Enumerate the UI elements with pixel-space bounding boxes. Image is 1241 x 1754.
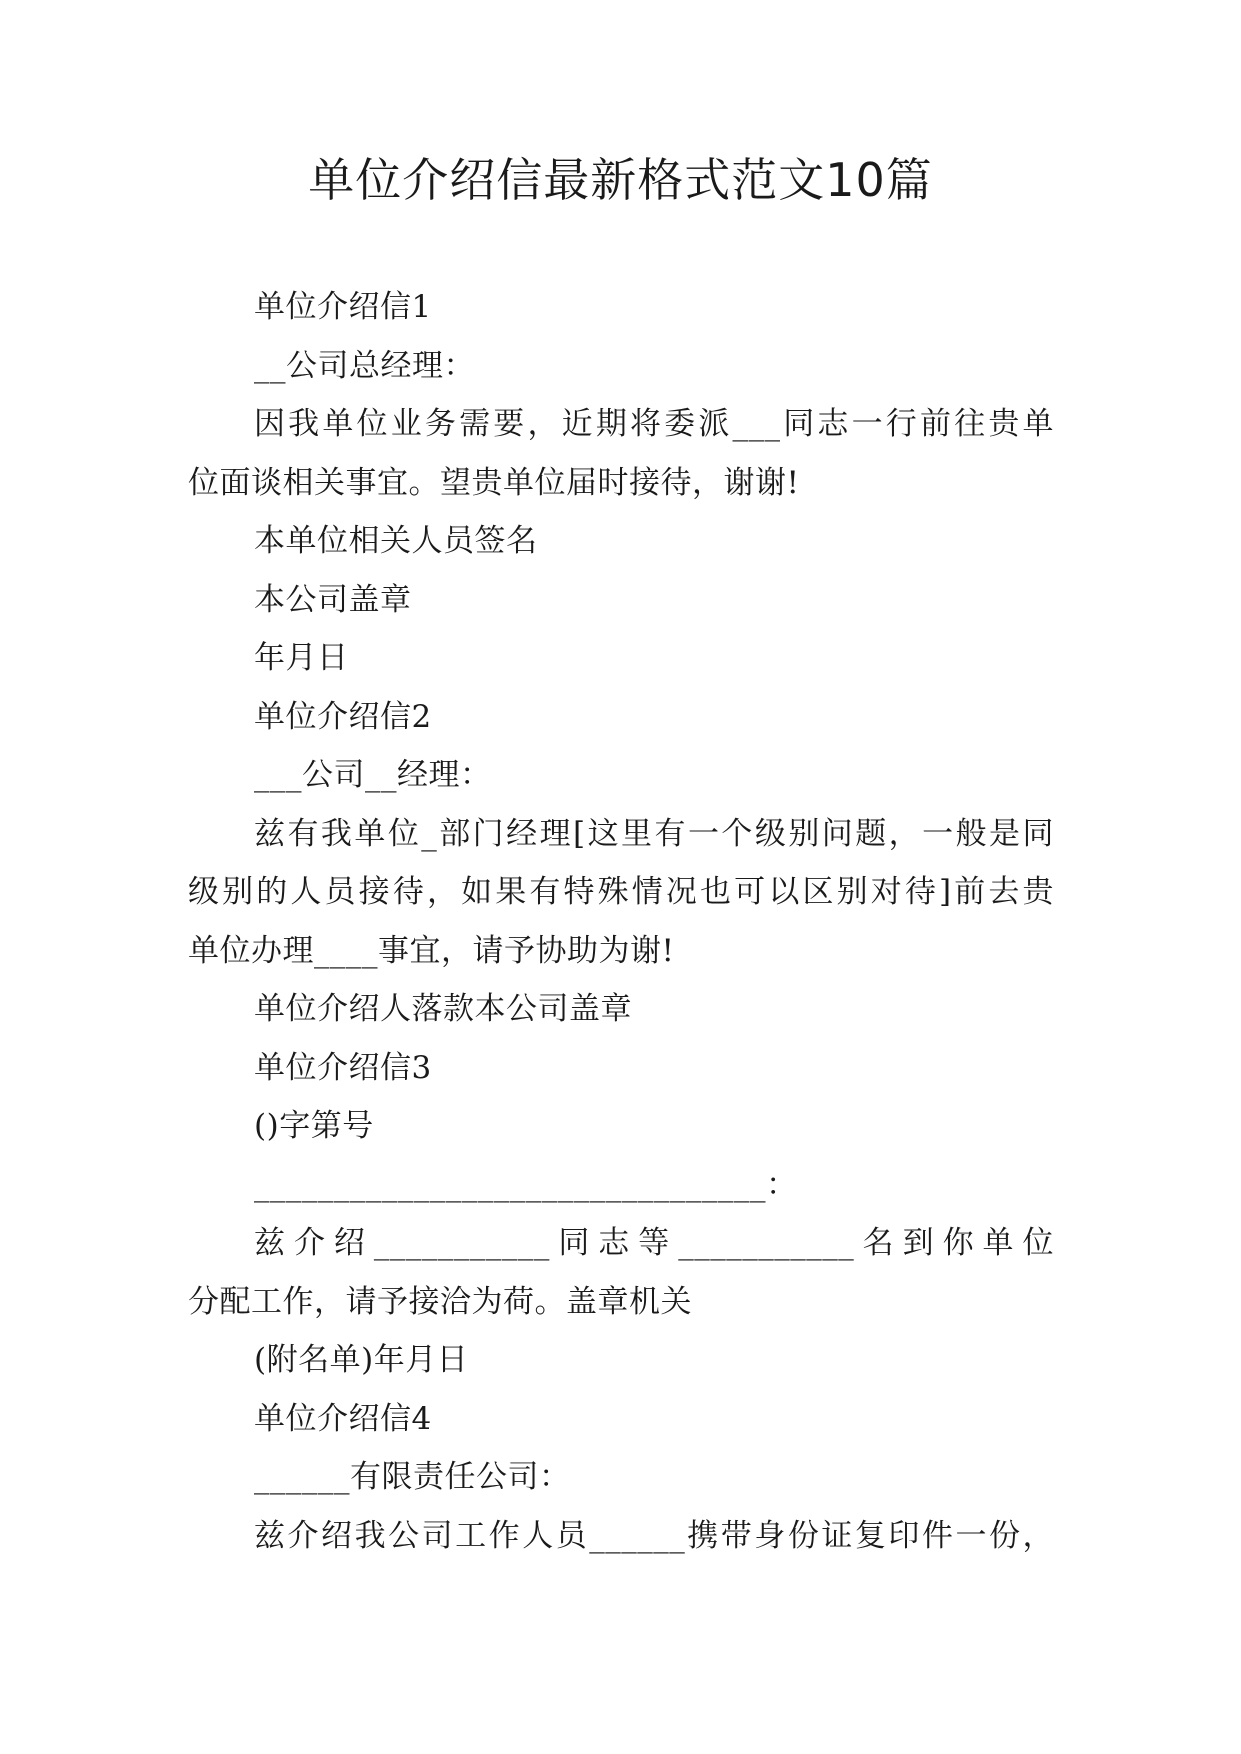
section-heading-4: 单位介绍信4	[254, 1400, 432, 1437]
paragraph-line: 因我单位业务需要，近期将委派___同志一行前往贵单	[254, 406, 1054, 442]
signature-line: 本单位相关人员签名	[254, 523, 538, 559]
document-body	[188, 278, 1054, 1565]
salutation-2: ___公司__经理：	[254, 757, 492, 793]
paragraph-line: 位面谈相关事宜。望贵单位届时接待，谢谢!	[188, 464, 800, 501]
section-heading-3: 单位介绍信3	[254, 1049, 432, 1086]
salutation-1: __公司总经理：	[254, 347, 475, 384]
date-line: (附名单)年月日	[254, 1342, 469, 1378]
document-title: 单位介绍信最新格式范文10篇	[308, 153, 933, 207]
paragraph-line: 兹有我单位_部门经理[这里有一个级别问题，一般是同	[254, 815, 1054, 852]
section-heading-2: 单位介绍信2	[254, 698, 432, 735]
reference-number-line: ()字第号	[254, 1108, 374, 1144]
paragraph-line: 兹介绍我公司工作人员______携带身份证复印件一份，	[254, 1517, 1054, 1554]
paragraph-line: 分配工作，请予接洽为荷。盖章机关	[188, 1283, 692, 1320]
addressee-blank-line: ________________________________：	[254, 1166, 798, 1203]
date-line: 年月日	[254, 640, 349, 676]
paragraph-line: 单位办理____事宜，请予协助为谢!	[188, 932, 675, 969]
seal-line: 本公司盖章	[254, 581, 412, 618]
paragraph-line: 兹介绍___________同志等___________名到你单位	[254, 1225, 1054, 1261]
salutation-4: ______有限责任公司：	[254, 1459, 571, 1495]
signature-line: 单位介绍人落款本公司盖章	[254, 991, 632, 1027]
paragraph-line: 级别的人员接待，如果有特殊情况也可以区别对待]前去贵	[188, 874, 1054, 910]
section-heading-1: 单位介绍信1	[254, 289, 432, 325]
